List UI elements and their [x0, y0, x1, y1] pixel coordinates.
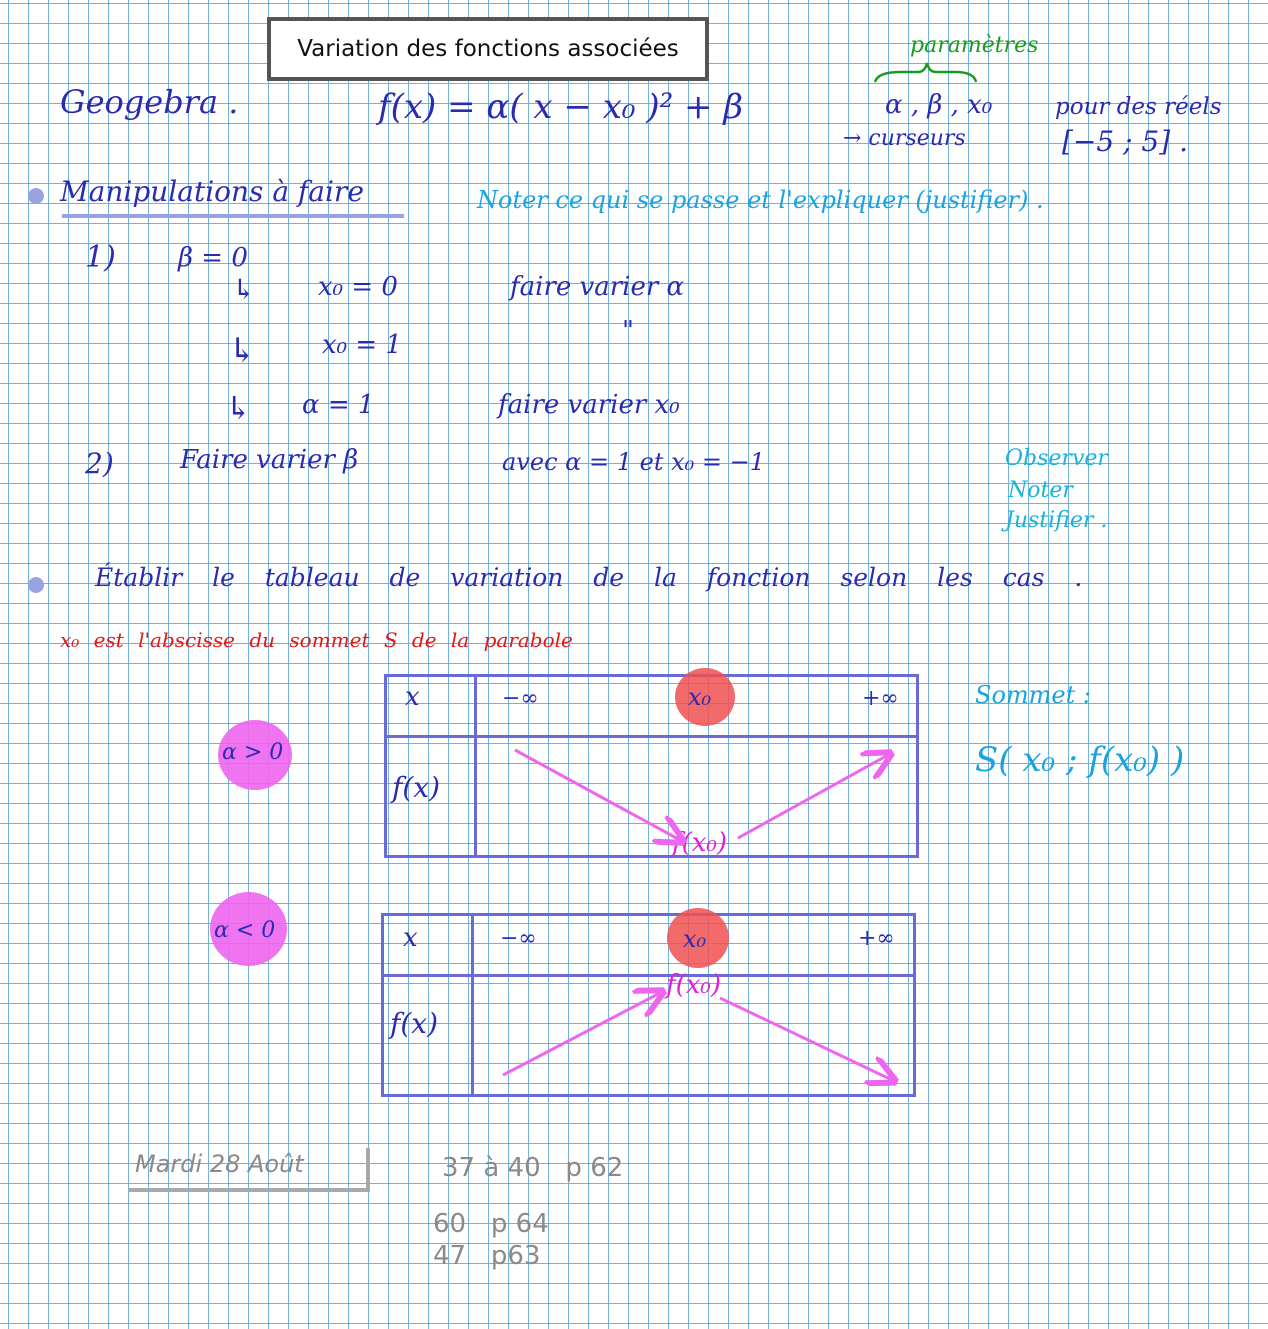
- minus-infinity: −∞: [500, 926, 537, 951]
- minus-infinity: −∞: [502, 686, 539, 711]
- step1b-action: ": [622, 316, 634, 346]
- arrow-icon: ↳: [232, 273, 256, 306]
- row-f-label: f(x): [392, 771, 441, 804]
- sommet-label: Sommet :: [975, 681, 1091, 709]
- x0-label: x₀: [683, 925, 707, 953]
- minimum-value: f(x₀): [672, 828, 727, 858]
- date-underline: [128, 1188, 370, 1192]
- homework-date: Mardi 28 Août: [135, 1150, 304, 1178]
- parameters-label: paramètres: [910, 33, 1039, 58]
- homework-item: 60 p 64: [433, 1209, 549, 1239]
- condition-label: α > 0: [222, 740, 284, 765]
- decreasing-arrow: [720, 998, 892, 1080]
- section1-heading: Manipulations à faire: [60, 175, 364, 208]
- interval-label: [−5 ; 5] .: [1062, 125, 1188, 158]
- decreasing-arrow: [515, 750, 680, 840]
- maximum-value: f(x₀): [666, 970, 721, 1000]
- vertex-note: x₀ est l'abscisse du sommet S de la parabole: [60, 628, 573, 652]
- parameters-desc: pour des réels: [1055, 94, 1222, 120]
- justify-label: Justifier .: [1005, 508, 1108, 533]
- step1c-action: faire varier x₀: [498, 390, 680, 420]
- step1c-cond: α = 1: [302, 390, 375, 420]
- increasing-arrow: [738, 755, 888, 838]
- condition-label: α < 0: [214, 918, 276, 943]
- note-label: Noter: [1008, 478, 1073, 503]
- homework-item: 47 p63: [433, 1241, 541, 1271]
- parameters-list: α , β , x₀: [885, 90, 993, 120]
- sommet-value: S( x₀ ; f(x₀) ): [975, 740, 1185, 780]
- date-divider: [366, 1148, 370, 1192]
- step1a-action: faire varier α: [510, 272, 685, 302]
- section1-instruction: Noter ce qui se passe et l'expliquer (justifier) .: [477, 186, 1044, 214]
- plus-infinity: +∞: [862, 686, 899, 711]
- arrow-icon: ↳: [228, 331, 257, 371]
- increasing-arrow: [503, 993, 660, 1075]
- step2-number: 2): [85, 447, 114, 480]
- observe-label: Observer: [1005, 446, 1108, 471]
- arrow-icon: ↳: [225, 389, 252, 427]
- row-x-label: x: [405, 682, 420, 712]
- step1-text: β = 0: [178, 243, 248, 273]
- x0-label: x₀: [688, 683, 712, 711]
- step1a-cond: x₀ = 0: [318, 272, 398, 302]
- geogebra-label: Geogebra .: [60, 83, 239, 121]
- plus-infinity: +∞: [858, 926, 895, 951]
- step1b-cond: x₀ = 1: [322, 330, 402, 360]
- cursors-label: → curseurs: [843, 126, 966, 151]
- homework-item: 37 à 40 p 62: [442, 1153, 624, 1183]
- row-f-label: f(x): [390, 1007, 439, 1040]
- function-formula: f(x) = α( x − x₀ )² + β: [378, 87, 743, 127]
- step2-cond: avec α = 1 et x₀ = −1: [502, 448, 765, 476]
- section2-heading: Établir le tableau de variation de la fonction selon les cas .: [95, 563, 1083, 592]
- page-title: Variation des fonctions associées: [267, 17, 709, 81]
- step2-text: Faire varier β: [180, 445, 359, 475]
- row-x-label: x: [403, 923, 418, 953]
- step1-number: 1): [85, 240, 116, 275]
